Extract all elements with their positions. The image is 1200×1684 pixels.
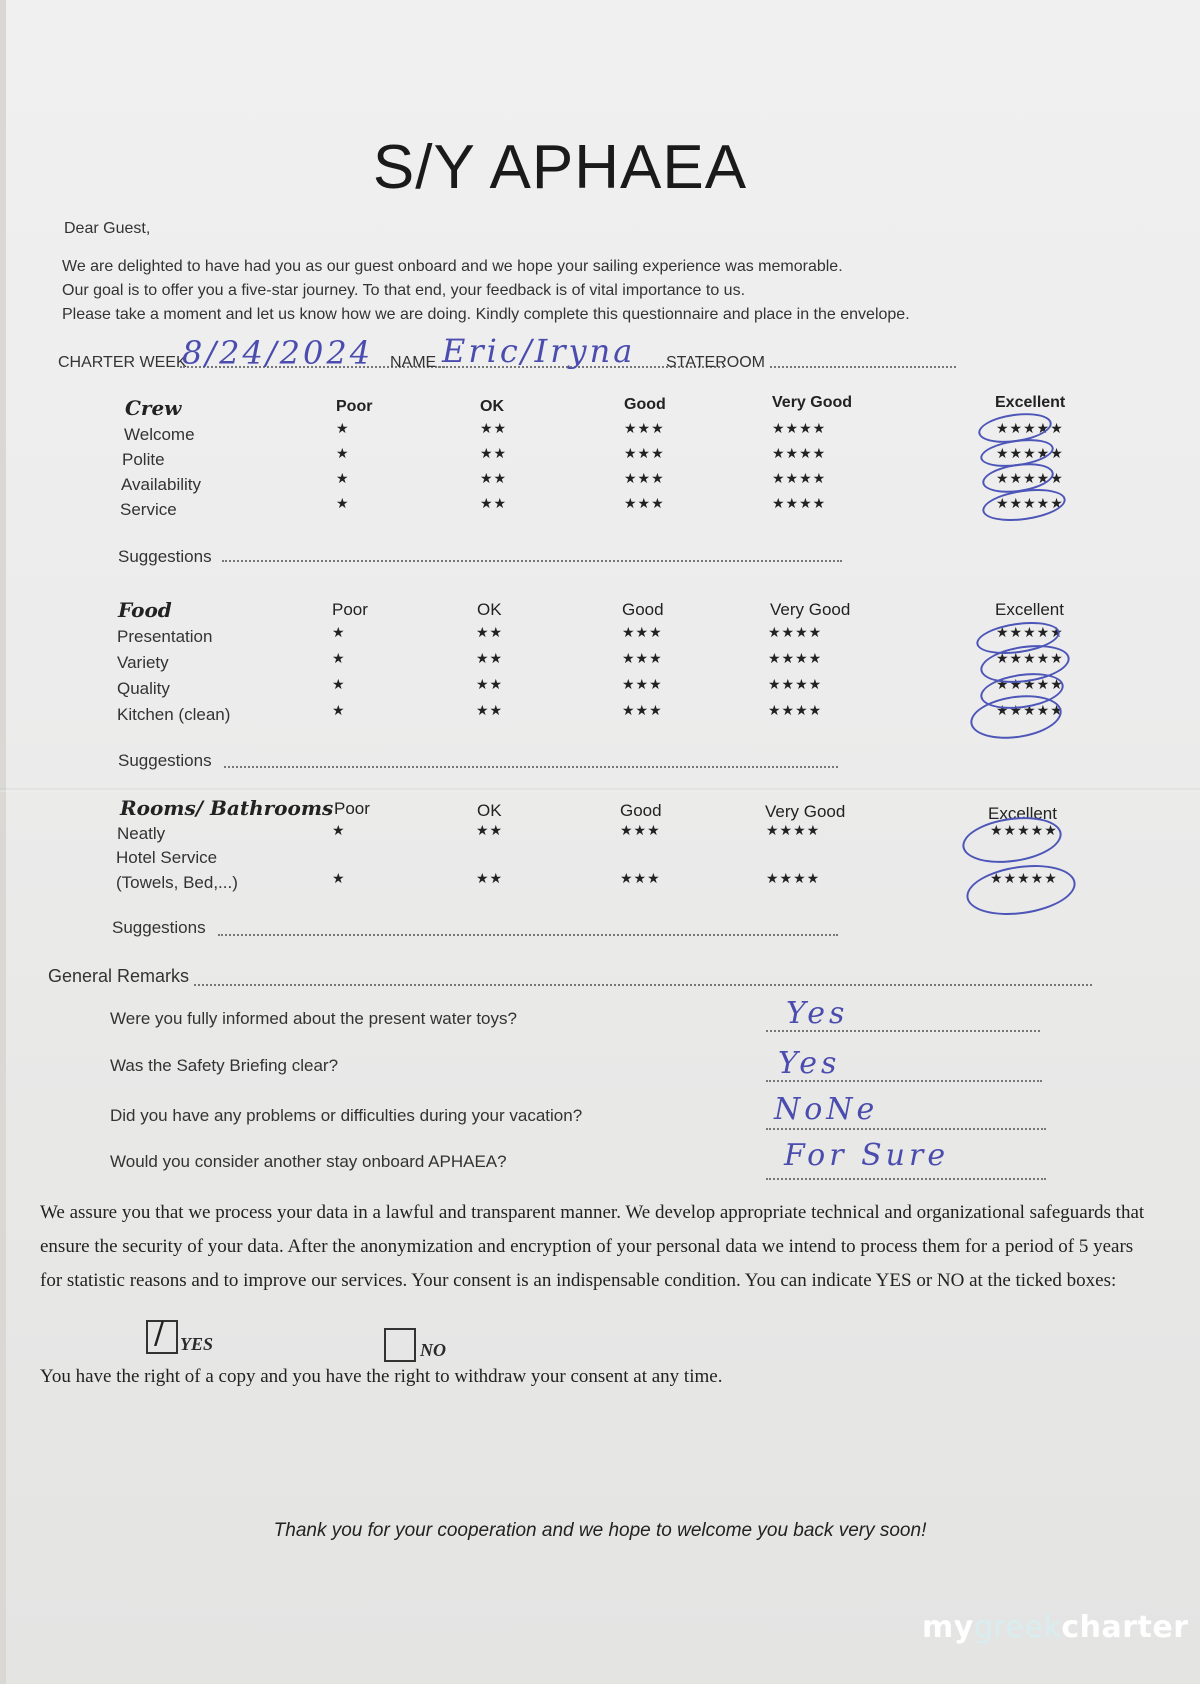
consent-yes-check-mark: / — [154, 1316, 165, 1351]
watermark-logo — [922, 1610, 1189, 1645]
food-row4-excellent-stars[interactable]: ★★★★★ — [996, 702, 1064, 718]
section-title-food: Food — [118, 598, 172, 622]
food-row3-excellent-stars[interactable]: ★★★★★ — [996, 676, 1064, 692]
crew-item-polite: Polite — [122, 450, 165, 469]
header-excellent: Excellent — [995, 394, 1066, 411]
section-title-crew: Crew — [125, 396, 182, 420]
crew-row3-excellent-stars[interactable]: ★★★★★ — [996, 470, 1064, 486]
food-header-ok: OK — [477, 600, 502, 619]
rooms-row1-poor-stars[interactable]: ★ — [332, 822, 346, 838]
rooms-row1-very-good-stars[interactable]: ★★★★ — [766, 822, 821, 838]
rooms-row1-ok-stars[interactable]: ★★ — [476, 822, 504, 838]
food-row4-good-stars[interactable]: ★★★ — [622, 702, 663, 718]
greeting: Dear Guest, — [64, 220, 151, 237]
crew-row2-poor-stars[interactable]: ★ — [336, 445, 350, 461]
rooms-row3-poor-stars[interactable]: ★ — [332, 870, 346, 886]
food-header-very-good: Very Good — [770, 600, 851, 619]
consent-yes-label: YES — [180, 1334, 214, 1354]
rooms-row3-ok-stars[interactable]: ★★ — [476, 870, 504, 886]
crew-row4-very-good-stars[interactable]: ★★★★ — [772, 495, 827, 511]
crew-row4-good-stars[interactable]: ★★★ — [624, 495, 665, 511]
food-row4-poor-stars[interactable]: ★ — [332, 702, 346, 718]
crew-row2-ok-stars[interactable]: ★★ — [480, 445, 508, 461]
question-another-stay: Would you consider another stay onboard APHAEA? — [110, 1152, 507, 1171]
header-very-good: Very Good — [772, 394, 853, 411]
thanks-message: Thank you for your cooperation and we hope to welcome you back very soon! — [273, 1520, 927, 1541]
rooms-header-good: Good — [620, 801, 662, 820]
question-water-toys: Were you fully informed about the present water toys? — [110, 1009, 517, 1028]
intro-line-1: We are delighted to have had you as our guest onboard and we hope your sailing experience was memorable. — [62, 258, 843, 275]
document-title: S/Y APHAEA — [372, 133, 748, 202]
rights-text: You have the right of a copy and you have the right to withdraw your consent at any time. — [40, 1366, 723, 1387]
crew-row1-poor-stars[interactable]: ★ — [336, 420, 350, 436]
rooms-row3-excellent-stars[interactable]: ★★★★★ — [990, 870, 1058, 886]
food-row4-very-good-stars[interactable]: ★★★★ — [768, 702, 823, 718]
crew-suggestions-field[interactable] — [222, 560, 842, 562]
crew-item-welcome: Welcome — [124, 425, 195, 444]
food-suggestions-field[interactable] — [224, 766, 838, 768]
food-row2-excellent-stars[interactable]: ★★★★★ — [996, 650, 1064, 666]
food-header-good: Good — [622, 600, 664, 619]
crew-row4-excellent-stars[interactable]: ★★★★★ — [996, 495, 1064, 511]
watermark-part-my: my — [922, 1610, 974, 1645]
stateroom-label: STATEROOM — [666, 354, 765, 371]
crew-row2-good-stars[interactable]: ★★★ — [624, 445, 665, 461]
watermark-part-charter: charter — [1061, 1610, 1189, 1645]
header-ok: OK — [480, 398, 504, 415]
crew-suggestions-label: Suggestions — [118, 547, 212, 566]
crew-row1-ok-stars[interactable]: ★★ — [480, 420, 508, 436]
section-title-rooms: Rooms/ Bathrooms — [120, 796, 334, 820]
food-row3-very-good-stars[interactable]: ★★★★ — [768, 676, 823, 692]
food-row1-ok-stars[interactable]: ★★ — [476, 624, 504, 640]
rooms-row1-good-stars[interactable]: ★★★ — [620, 822, 661, 838]
general-remarks-field[interactable] — [194, 984, 1092, 986]
crew-row4-ok-stars[interactable]: ★★ — [480, 495, 508, 511]
answer-problems[interactable]: NoNe — [774, 1092, 879, 1127]
question-problems: Did you have any problems or difficulties during your vacation? — [110, 1106, 583, 1125]
crew-row3-very-good-stars[interactable]: ★★★★ — [772, 470, 827, 486]
crew-row4-poor-stars[interactable]: ★ — [336, 495, 350, 511]
charter-week-value[interactable]: 8/24/2024 — [182, 334, 374, 372]
food-item-presentation: Presentation — [117, 627, 213, 646]
consent-text: We assure you that we process your data in a lawful and transparent manner. We develop appropriate technical and organizational safeguards that ensure the security of your data. After the anonymization and encryption of your personal data we intend to process them for a period of 5 years for statistic reasons and to improve our services. Your consent is an indispensable condition. You can indicate YES or NO at the ticked boxes: — [40, 1202, 1145, 1291]
crew-row1-excellent-stars[interactable]: ★★★★★ — [996, 420, 1064, 436]
crew-row2-very-good-stars[interactable]: ★★★★ — [772, 445, 827, 461]
crew-row2-excellent-stars[interactable]: ★★★★★ — [996, 445, 1064, 461]
rooms-row3-very-good-stars[interactable]: ★★★★ — [766, 870, 821, 886]
rooms-header-very-good: Very Good — [765, 802, 846, 821]
food-suggestions-label: Suggestions — [118, 751, 212, 770]
charter-week-label: CHARTER WEEK — [58, 354, 187, 371]
answer-safety-briefing[interactable]: Yes — [778, 1046, 841, 1081]
rooms-row1-excellent-stars[interactable]: ★★★★★ — [990, 822, 1058, 838]
answer-another-stay[interactable]: For Sure — [784, 1138, 950, 1173]
crew-item-service: Service — [120, 500, 177, 519]
consent-yes-checkbox[interactable] — [146, 1316, 178, 1354]
food-item-quality: Quality — [117, 679, 170, 698]
food-item-variety: Variety — [117, 653, 169, 672]
paper-fold — [0, 788, 1200, 792]
crew-item-availability: Availability — [121, 475, 202, 494]
answer-water-toys[interactable]: Yes — [786, 996, 849, 1031]
rooms-item-neatly: Neatly — [117, 824, 166, 843]
rooms-suggestions-field[interactable] — [218, 934, 838, 936]
rooms-item-hotel-service: Hotel Service — [116, 848, 218, 867]
rooms-row3-good-stars[interactable]: ★★★ — [620, 870, 661, 886]
rooms-header-excellent: Excellent — [988, 804, 1057, 823]
consent-no-checkbox[interactable] — [384, 1328, 416, 1362]
food-row1-excellent-stars[interactable]: ★★★★★ — [996, 624, 1064, 640]
food-row3-good-stars[interactable]: ★★★ — [622, 676, 663, 692]
crew-row3-good-stars[interactable]: ★★★ — [624, 470, 665, 486]
rooms-header-poor: Poor — [334, 799, 370, 818]
food-item-kitchen: Kitchen (clean) — [117, 705, 231, 724]
food-row2-poor-stars[interactable]: ★ — [332, 650, 346, 666]
charter-info-row — [58, 332, 958, 372]
rooms-item-towels-bed: (Towels, Bed,...) — [116, 873, 238, 892]
rooms-suggestions-label: Suggestions — [112, 918, 206, 937]
food-header-poor: Poor — [332, 600, 368, 619]
header-good: Good — [624, 396, 666, 413]
food-header-excellent: Excellent — [995, 600, 1064, 619]
food-row2-good-stars[interactable]: ★★★ — [622, 650, 663, 666]
question-safety-briefing: Was the Safety Briefing clear? — [110, 1056, 339, 1075]
food-row3-poor-stars[interactable]: ★ — [332, 676, 346, 692]
general-remarks-label: General Remarks — [48, 966, 190, 986]
intro-line-2: Our goal is to offer you a five-star journey. To that end, your feedback is of vital importance to us. — [62, 282, 746, 299]
food-row2-ok-stars[interactable]: ★★ — [476, 650, 504, 666]
crew-row3-poor-stars[interactable]: ★ — [336, 470, 350, 486]
food-row1-very-good-stars[interactable]: ★★★★ — [768, 624, 823, 640]
intro-line-3: Please take a moment and let us know how we are doing. Kindly complete this questionnaire and place in the envelope. — [62, 306, 910, 323]
rooms-header-ok: OK — [477, 801, 502, 820]
food-row3-ok-stars[interactable]: ★★ — [476, 676, 504, 692]
header-poor: Poor — [336, 398, 373, 415]
crew-row1-very-good-stars[interactable]: ★★★★ — [772, 420, 827, 436]
food-row2-very-good-stars[interactable]: ★★★★ — [768, 650, 823, 666]
name-label: NAME — [390, 354, 437, 371]
consent-no-label: NO — [420, 1340, 446, 1360]
crew-row1-good-stars[interactable]: ★★★ — [624, 420, 665, 436]
watermark-part-greek: greek — [973, 1610, 1062, 1645]
food-row1-poor-stars[interactable]: ★ — [332, 624, 346, 640]
name-value[interactable]: Eric/Iryna — [442, 332, 636, 370]
food-row4-ok-stars[interactable]: ★★ — [476, 702, 504, 718]
crew-row3-ok-stars[interactable]: ★★ — [480, 470, 508, 486]
stateroom-field[interactable] — [770, 366, 956, 368]
food-row1-good-stars[interactable]: ★★★ — [622, 624, 663, 640]
